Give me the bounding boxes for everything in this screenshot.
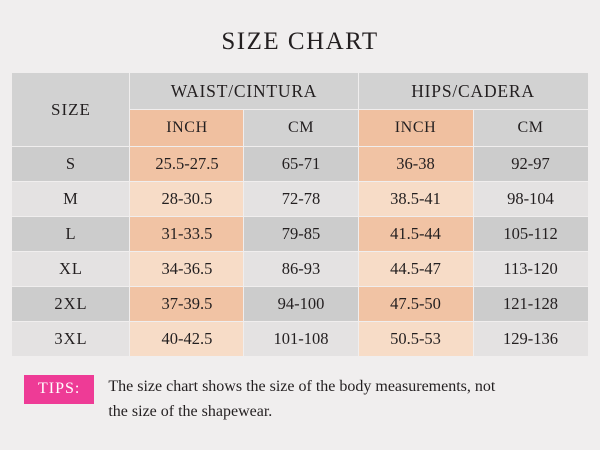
cell-hips-cm: 92-97 xyxy=(473,147,588,182)
cell-size: M xyxy=(12,182,130,217)
tips-badge: TIPS: xyxy=(24,375,94,404)
cell-size: S xyxy=(12,147,130,182)
cell-waist-cm: 72-78 xyxy=(244,182,358,217)
page-title: SIZE CHART xyxy=(221,28,379,55)
table-row xyxy=(12,252,588,287)
table-group-header-row xyxy=(12,73,588,110)
tips-section xyxy=(0,375,600,425)
cell-hips-cm: 113-120 xyxy=(473,252,588,287)
cell-hips-cm: 98-104 xyxy=(473,182,588,217)
cell-hips-inch: 50.5-53 xyxy=(358,322,473,357)
subheader-hips-cm: CM xyxy=(473,110,588,147)
cell-hips-inch: 36-38 xyxy=(358,147,473,182)
cell-hips-inch: 41.5-44 xyxy=(358,217,473,252)
cell-hips-inch: 44.5-47 xyxy=(358,252,473,287)
tips-text xyxy=(108,375,495,425)
table-header xyxy=(12,73,588,147)
table-row xyxy=(12,147,588,182)
size-chart-table xyxy=(11,72,588,357)
header-waist: WAIST/CINTURA xyxy=(130,73,358,110)
cell-waist-inch: 25.5-27.5 xyxy=(130,147,244,182)
cell-size: 3XL xyxy=(12,322,130,357)
cell-hips-cm: 105-112 xyxy=(473,217,588,252)
table-row xyxy=(12,287,588,322)
header-size: SIZE xyxy=(12,73,130,147)
tips-line-2: the size of the shapewear. xyxy=(108,402,273,420)
cell-hips-cm: 129-136 xyxy=(473,322,588,357)
cell-waist-inch: 40-42.5 xyxy=(130,322,244,357)
header-hips: HIPS/CADERA xyxy=(358,73,588,110)
cell-waist-inch: 28-30.5 xyxy=(130,182,244,217)
table-row xyxy=(12,217,588,252)
table-row xyxy=(12,182,588,217)
cell-waist-cm: 94-100 xyxy=(244,287,358,322)
cell-waist-cm: 65-71 xyxy=(244,147,358,182)
cell-waist-inch: 31-33.5 xyxy=(130,217,244,252)
table-row xyxy=(12,322,588,357)
subheader-waist-cm: CM xyxy=(244,110,358,147)
cell-size: L xyxy=(12,217,130,252)
cell-waist-cm: 86-93 xyxy=(244,252,358,287)
cell-size: XL xyxy=(12,252,130,287)
subheader-waist-inch: INCH xyxy=(130,110,244,147)
cell-waist-inch: 34-36.5 xyxy=(130,252,244,287)
cell-waist-inch: 37-39.5 xyxy=(130,287,244,322)
cell-size: 2XL xyxy=(12,287,130,322)
table-body xyxy=(12,147,588,357)
subheader-hips-inch: INCH xyxy=(358,110,473,147)
cell-waist-cm: 101-108 xyxy=(244,322,358,357)
tips-line-1: The size chart shows the size of the body measurements, not xyxy=(108,378,496,395)
cell-waist-cm: 79-85 xyxy=(244,217,358,252)
cell-hips-cm: 121-128 xyxy=(473,287,588,322)
cell-hips-inch: 47.5-50 xyxy=(358,287,473,322)
cell-hips-inch: 38.5-41 xyxy=(358,182,473,217)
